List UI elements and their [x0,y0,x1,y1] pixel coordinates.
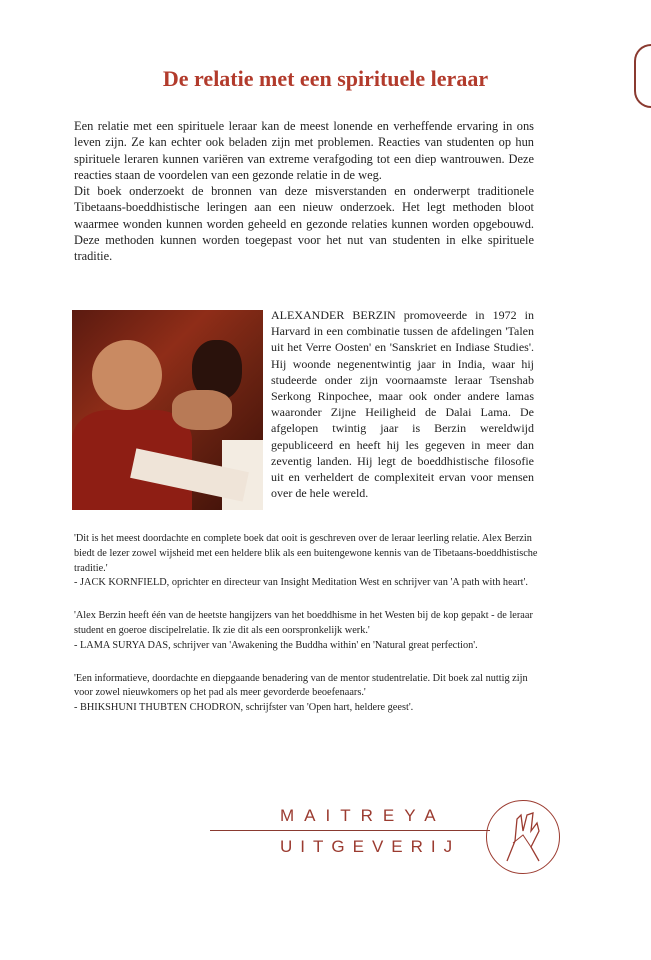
intro-paragraph: Dit boek onderzoekt de bronnen van deze misverstanden en onderwerpt traditionele Tibetaans-boeddhistische leringen aan een nieuw onderzoek. Het legt methoden bloot waarmee wonden kunnen worden geheeld en gezonde relaties kunnen worden opgebouwd. Deze methoden kunnen worden toegepast voor het nut van studenten in elke spirituele traditie. [74,184,534,264]
endorsements [74,532,544,734]
quote-source: - BHIKSHUNI THUBTEN CHODRON, schrijfster van 'Open hart, heldere geest'. [74,702,414,714]
quote-source: - JACK KORNFIELD, oprichter en directeur van Insight Meditation West en schrijver van 'A path with heart'. [74,577,528,589]
publisher-subtitle: UITGEVERIJ [280,837,461,856]
publisher-name: MAITREYA [280,806,446,825]
author-photo [72,310,263,510]
quote-text: 'Dit is het meest doordachte en complete boek dat ooit is geschreven over de leraar leerling relatie. Alex Berzin biedt de lezer zowel wijsheid met een heldere blik als een buitengewone kennis van de Tibetaans-boeddhistische traditie.' [74,533,538,574]
intro-paragraph: Een relatie met een spirituele leraar kan de meest lonende en verheffende ervaring in ons leven zijn. Ze kan echter ook beladen zijn met problemen. Reacties van studenten op hun spirituele leraren kunnen variëren van extreme verafgoding tot een diep wantrouwen. Deze reacties staan de voordelen van een gezonde relatie in de weg. [74,119,534,182]
endorsement [74,609,544,653]
logo-divider [210,830,490,831]
endorsement [74,672,544,716]
publisher-logo [210,800,570,880]
praying-hands-icon [486,800,560,874]
quote-text: 'Een informatieve, doordachte en diepgaande benadering van de mentor studentrelatie. Dit boek zal nuttig zijn voor zowel nieuwkomers op het pad als meer gevorderde beoefenaars.' [74,672,528,699]
quote-text: 'Alex Berzin heeft één van de heetste hangijzers van het boeddhisme in het Westen bij de kop gepakt - de leraar student en goeroe discipelrelatie. Ik zie dit als een oorspronkelijk werk.' [74,610,533,636]
intro-text [74,118,534,265]
page-title: De relatie met een spirituele leraar [162,66,489,91]
quote-source: - LAMA SURYA DAS, schrijver van 'Awakening the Buddha within' en 'Natural great perfection'. [74,639,478,651]
author-bio: ALEXANDER BERZIN promoveerde in 1972 in Harvard in een combinatie tussen de afdelingen 'Talen uit het Verre Oosten' en 'Sanskriet en Indiase Studies'. Hij woonde negenentwintig jaar in India, waar hij studeerde onder zijn voornaamste leraar Tsenshab Serkong Rinpochee, maar ook onder andere lamas waaronder Zijne Heiligheid de Dalai Lama. De afgelopen twintig jaar is Berzin wereldwijd gepubliceerd en heeft hij les gegeven in meer dan zeventig landen. Hij legt de boeddhistische filosofie uit en verheldert de complexiteit ervan voor mensen over de hele wereld. [271,308,534,501]
endorsement [74,532,544,591]
